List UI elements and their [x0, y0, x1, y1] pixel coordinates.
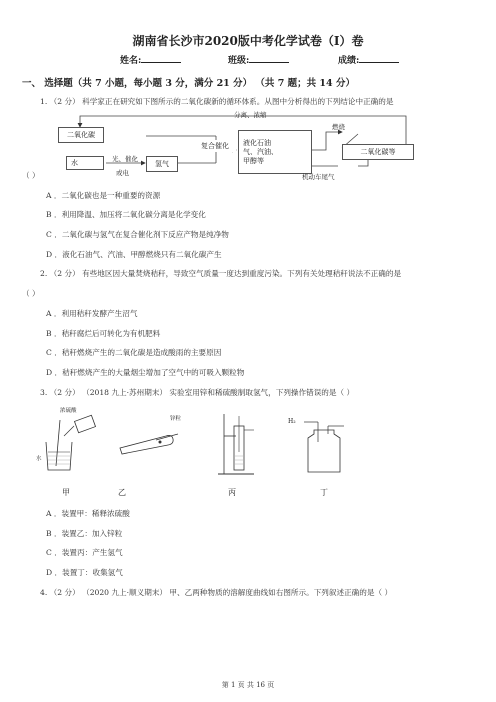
co2-right-box: 二氧化碳等 — [342, 144, 414, 160]
q1-option-b: B ．利用降温、加压将二氧化碳分离是化学变化 — [46, 210, 206, 219]
zinc-label: 锌粒 — [170, 416, 182, 422]
combustion-label: 燃烧 — [332, 123, 345, 131]
co2-left-box: 二氧化碳 — [58, 127, 104, 143]
caption-yi: 乙 — [118, 488, 126, 497]
section-title: 一、 选择题（共 7 小题，每小题 3 分，满分 21 分） （共 7 题；共 14 分） — [22, 78, 355, 89]
fuels-box: 液化石油 气、汽油、 甲醇等 — [238, 130, 312, 174]
composite-catalyst-label: 复合催化 — [194, 140, 236, 152]
class-field — [228, 53, 289, 66]
q2-stem: 2. （2 分） 有些地区因大量焚烧秸秆，导致空气质量一度达到重度污染。下列有关处理秸秆说法不正确的是 — [40, 269, 402, 278]
water-label: 水 — [36, 456, 42, 462]
apparatus-bing — [218, 412, 258, 476]
light-catalyst-label: 光、催化 — [112, 155, 138, 163]
h2-label: H₂ — [288, 418, 296, 425]
score-field — [338, 53, 399, 66]
q1-option-c: C ．二氧化碳与氢气在复合催化剂下反应产物是纯净物 — [46, 230, 229, 239]
q1-option-a: A ．二氧化碳也是一种重要的资源 — [46, 191, 161, 200]
electrolysis-label: 或电 — [116, 169, 129, 177]
dilution-apparatus-drawing — [36, 406, 106, 476]
test-tube-drawing — [118, 410, 198, 460]
q3-option-a: A ．装置甲：稀释浓硫酸 — [46, 509, 130, 518]
caption-bing: 丙 — [228, 488, 236, 497]
hydrogen-box: 氢气 — [146, 156, 178, 172]
conc-acid-label: 浓硫酸 — [60, 408, 77, 414]
q2-paren: （ ） — [22, 289, 40, 298]
page-footer: 第 1 页 共 16 页 — [221, 681, 275, 689]
name-field — [120, 53, 181, 66]
q3-stem: 3. （2 分） （2018 九上·苏州期末） 实验室用锌和稀硫酸制取氢气，下列操作错误的是（ ） — [40, 388, 355, 397]
q2-option-a: A ．利用秸秆发酵产生沼气 — [46, 309, 138, 318]
apparatus-ding — [288, 412, 350, 474]
q3-option-d: D ．装置丁：收集氢气 — [46, 568, 123, 577]
score-blank — [359, 54, 399, 63]
q1-paren: （ ） — [22, 171, 40, 180]
q2-option-c: C ．秸秆燃烧产生的二氧化碳是造成酸雨的主要原因 — [46, 348, 222, 357]
caption-ding: 丁 — [320, 488, 328, 497]
apparatus-jia — [36, 406, 106, 476]
apparatus-yi — [118, 410, 198, 460]
caption-jia: 甲 — [62, 488, 70, 497]
gas-bottle-drawing — [300, 412, 350, 474]
q4-stem: 4. （2 分） （2020 九上·顺义期末） 甲、乙两种物质的溶解度曲线如右图所示。下列叙述正确的是（ ） — [40, 588, 393, 597]
q2-option-d: D ．秸秆燃烧产生的大量烟尘增加了空气中的可吸入颗粒物 — [46, 368, 245, 377]
q2-option-b: B ．秸秆腐烂后可转化为有机肥料 — [46, 329, 161, 338]
q1-option-d: D ．液化石油气、汽油、甲醇燃烧只有二氧化碳产生 — [46, 250, 222, 259]
water-box: 水 — [66, 156, 104, 170]
q1-cycle-diagram — [58, 110, 418, 186]
name-blank — [141, 54, 181, 63]
q1-stem: 1. （2 分） 科学家正在研究如下图所示的二氧化碳新的循环体系。从图中分析得出的下列结论中正确的是 — [40, 97, 394, 106]
name-label: 姓名: — [120, 56, 142, 66]
separate-enrich-label: 分离、浓缩 — [234, 111, 267, 119]
page-title: 湖南省长沙市2020版中考化学试卷（I）卷 — [132, 34, 364, 48]
q3-option-b: B ．装置乙：加入锌粒 — [46, 529, 123, 538]
flask-stand-drawing — [218, 412, 258, 476]
class-blank — [249, 54, 289, 63]
score-label: 成绩: — [338, 56, 360, 66]
class-label: 班级: — [228, 56, 250, 66]
engine-exhaust-label: 机动车尾气 — [302, 173, 335, 181]
q3-option-c: C ．装置丙：产生氢气 — [46, 548, 123, 557]
